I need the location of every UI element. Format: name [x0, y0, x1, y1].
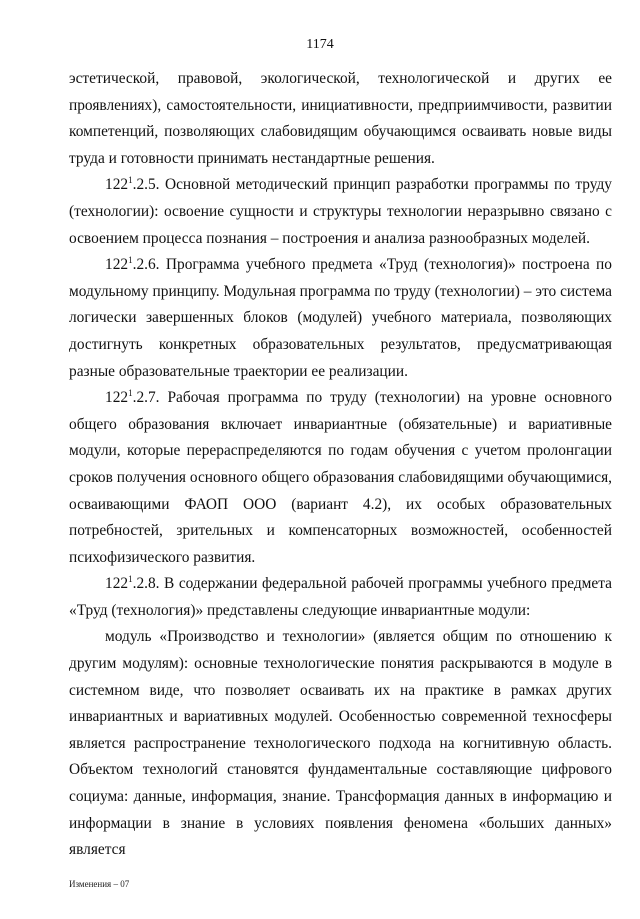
paragraph-number: 122	[105, 389, 129, 407]
paragraph-text: Основной методический принцип разработки программы по труду (технологии): освоение сущности и структуры технологии неразрывно связано с освоением процесса познания – построения и анализа разнообразных моделей.	[69, 176, 612, 247]
paragraph-text: эстетической, правовой, экологической, технологической и других ее проявлениях), самостоятельности, инициативности, предприимчивости, развитии компетенций, позволяющих слабовидящим обучающимся осваивать новые виды труда и готовности принимать нестандартные решения.	[69, 70, 612, 167]
paragraph-122-2-7	[69, 385, 612, 571]
paragraph-continuation	[69, 66, 612, 172]
paragraph-text: модуль «Производство и технологии» (является общим по отношению к другим модулям): основные технологические понятия раскрываются в модуле в системном виде, что позволяет осваивать их на практике в рамках других инвариантных и вариативных модулей. Особенностью современной техносферы является распространение технологического подхода на когнитивную область. Объектом технологий становятся фундаментальные составляющие цифрового социума: данные, информация, знание. Трансформация данных в информацию и информации в знание в условиях появления феномена «больших данных» является	[69, 628, 612, 859]
paragraph-number-suffix: .2.6.	[132, 256, 160, 274]
paragraph-122-2-8	[69, 571, 612, 624]
paragraph-number: 122	[105, 176, 129, 194]
paragraph-text: В содержании федеральной рабочей программы учебного предмета «Труд (технология)» представлены следующие инвариантные модули:	[69, 575, 612, 619]
paragraph-number: 122	[105, 256, 129, 274]
paragraph-text: Программа учебного предмета «Труд (технология)» построена по модульному принципу. Модульная программа по труду (технологии) – это система логически завершенных блоков (модулей) учебного материала, позволяющих достигнуть конкретных образовательных результатов, предусматривающая разные образовательные траектории ее реализации.	[69, 256, 612, 380]
paragraph-number-superscript: 1	[128, 574, 133, 585]
paragraph-text: Рабочая программа по труду (технологии) на уровне основного общего образования включает инвариантные (обязательные) и вариативные модули, которые перераспределяются по годам обучения с учетом пролонгации сроков получения основного общего образования слабовидящими обучающимися, осваивающими ФАОП ООО (вариант 4.2), их особых образовательных потребностей, зрительных и компенсаторных возможностей, особенностей психофизического развития.	[69, 389, 612, 566]
paragraph-122-2-6	[69, 252, 612, 385]
paragraph-number-superscript: 1	[128, 175, 133, 186]
paragraph-number: 122	[105, 575, 129, 593]
paragraph-module-production	[69, 624, 612, 863]
paragraph-number-suffix: .2.8.	[132, 575, 160, 593]
body-text	[69, 66, 612, 864]
paragraph-number-superscript: 1	[128, 388, 133, 398]
paragraph-122-2-5	[69, 172, 612, 252]
paragraph-number-superscript: 1	[128, 255, 133, 266]
paragraph-number-suffix: .2.5.	[132, 176, 160, 194]
footer-revision-note: Изменения – 07	[69, 879, 130, 889]
paragraph-number-suffix: .2.7.	[132, 389, 160, 407]
page-number: 1174	[306, 37, 334, 52]
